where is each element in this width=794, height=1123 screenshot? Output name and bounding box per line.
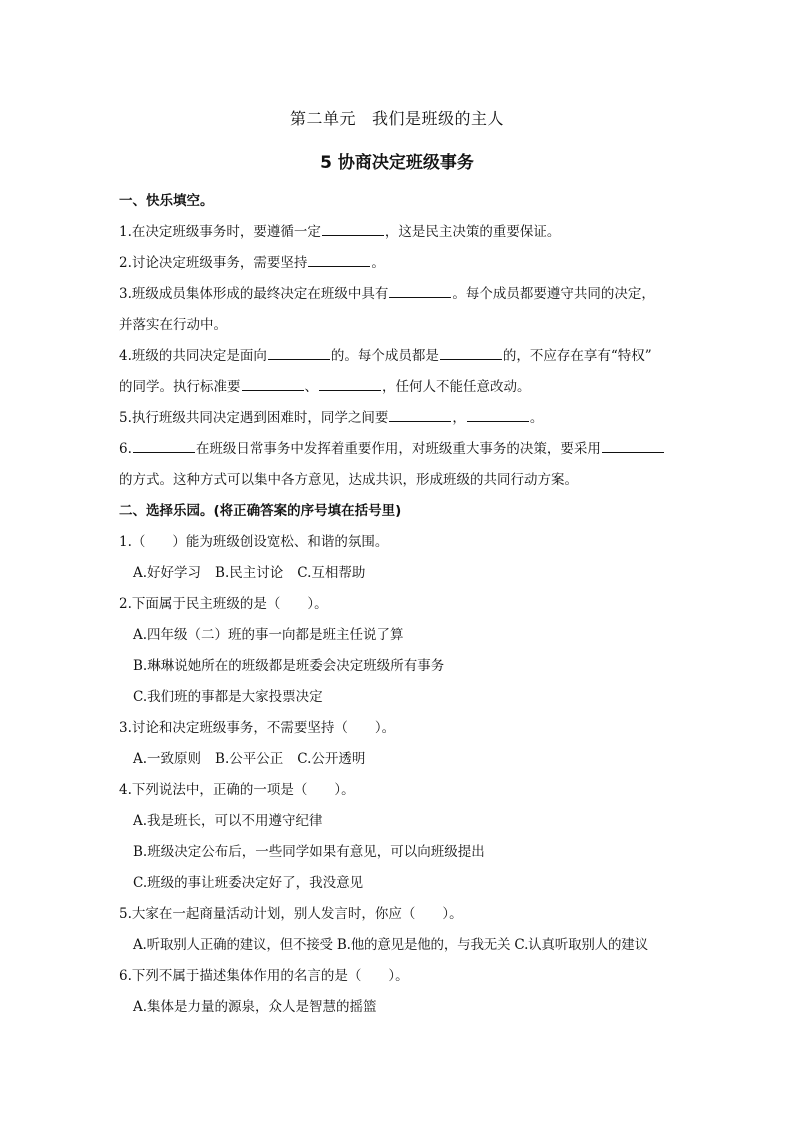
fill-question-6-cont (119, 465, 679, 496)
worksheet-content (119, 186, 679, 1023)
q4-text-a: 4.班级的共同决定是面向 (119, 348, 267, 364)
q2-text-b: 。 (371, 255, 385, 271)
option-c[interactable]: C.公开透明 (297, 751, 366, 767)
q6-text-b: 在班级日常事务中发挥着重要作用，对班级重大事务的决策，要采用 (195, 441, 601, 457)
answer-blank[interactable] (268, 346, 330, 360)
answer-blank[interactable] (133, 439, 195, 453)
option-c[interactable]: C.我们班的事都是大家投票决定 (133, 689, 323, 705)
q4-text-e: 、 (304, 379, 318, 395)
option-b[interactable]: B.琳琳说她所在的班级都是班委会决定班级所有事务 (133, 658, 445, 674)
q4-text-d: 的同学。执行标准要 (119, 379, 241, 395)
fill-question-4-cont (119, 372, 679, 403)
choice-question-1: 1.（ ）能为班级创设宽松、和谐的氛围。 (119, 534, 389, 550)
option-a[interactable]: A.四年级（二）班的事一向都是班主任说了算 (133, 627, 404, 643)
q4-text-b: 的。每个成员都是 (330, 348, 439, 364)
fill-question-3 (119, 279, 679, 310)
answer-blank[interactable] (319, 377, 381, 391)
q2-text-a: 2.讨论决定班级事务，需要坚持 (119, 255, 308, 271)
unit-title (0, 106, 794, 129)
choice-question-2: 2.下面属于民主班级的是（ ）。 (119, 596, 328, 612)
option-a[interactable]: A.好好学习 (133, 565, 202, 581)
answer-blank[interactable] (242, 377, 304, 391)
q5-text-c: 。 (529, 410, 544, 426)
q6-text-a: 6. (119, 441, 132, 457)
option-b[interactable]: B.班级决定公布后，一些同学如果有意见，可以向班级提出 (133, 844, 485, 860)
answer-blank[interactable] (602, 439, 664, 453)
fill-question-6 (119, 434, 679, 465)
q3-text-b: 。每个成员都要遵守共同的决定， (452, 286, 655, 302)
fill-question-1 (119, 217, 679, 248)
option-a[interactable]: A.集体是力量的源泉，众人是智慧的摇篮 (133, 999, 377, 1015)
section-fill-blank-title: 一、快乐填空。 (119, 193, 214, 209)
choice-question-6: 6.下列不属于描述集体作用的名言的是（ ）。 (119, 968, 409, 984)
fill-question-5 (119, 403, 679, 434)
option-c[interactable]: C.互相帮助 (297, 565, 366, 581)
fill-question-3-cont (119, 310, 679, 341)
option-a[interactable]: A.一致原则 (133, 751, 202, 767)
choice-question-4: 4.下列说法中，正确的一项是（ ）。 (119, 782, 355, 798)
choice-options-3 (119, 744, 679, 775)
answer-blank[interactable] (389, 408, 451, 422)
q4-text-c: 的，不应存在享有“特权” (502, 348, 652, 364)
option-c[interactable]: C.班级的事让班委决定好了，我没意见 (133, 875, 364, 891)
q6-text-c: 的方式。这种方式可以集中各方意见，达成共识，形成班级的共同行动方案。 (119, 472, 578, 488)
q3-text-c: 并落实在行动中。 (119, 317, 227, 333)
option-b[interactable]: B.公平公正 (215, 751, 284, 767)
option-b[interactable]: B.民主讨论 (215, 565, 284, 581)
option-a[interactable]: A.我是班长，可以不用遵守纪律 (133, 813, 323, 829)
q5-text-b: ， (452, 410, 466, 426)
lesson-title: 5 协商决定班级事务 (320, 153, 474, 173)
answer-blank[interactable] (389, 284, 451, 298)
q1-text-b: ，这是民主决策的重要保证。 (384, 224, 561, 240)
q3-text-a: 3.班级成员集体形成的最终决定在班级中具有 (119, 286, 389, 302)
unit-label: 第二单元 (289, 109, 356, 128)
choice-options-5[interactable]: A.听取别人正确的建议，但不接受 B.他的意见是他的，与我无关 C.认真听取别人的建议 (133, 937, 648, 953)
choice-question-5: 5.大家在一起商量活动计划，别人发言时，你应（ ）。 (119, 906, 463, 922)
unit-name: 我们是班级的主人 (372, 109, 505, 128)
section-choice-title: 二、选择乐园。(将正确答案的序号填在括号里) (119, 503, 402, 519)
choice-question-3: 3.讨论和决定班级事务，不需要坚持（ ）。 (119, 720, 396, 736)
q5-text-a: 5.执行班级共同决定遇到困难时，同学之间要 (119, 410, 389, 426)
q1-text-a: 1.在决定班级事务时，要遵循一定 (119, 224, 321, 240)
fill-question-4 (119, 341, 679, 372)
answer-blank[interactable] (308, 253, 370, 267)
answer-blank[interactable] (322, 222, 384, 236)
q4-text-f: ，任何人不能任意改动。 (382, 379, 531, 395)
fill-question-2 (119, 248, 679, 279)
choice-options-1 (119, 558, 679, 589)
answer-blank[interactable] (467, 408, 529, 422)
answer-blank[interactable] (440, 346, 502, 360)
